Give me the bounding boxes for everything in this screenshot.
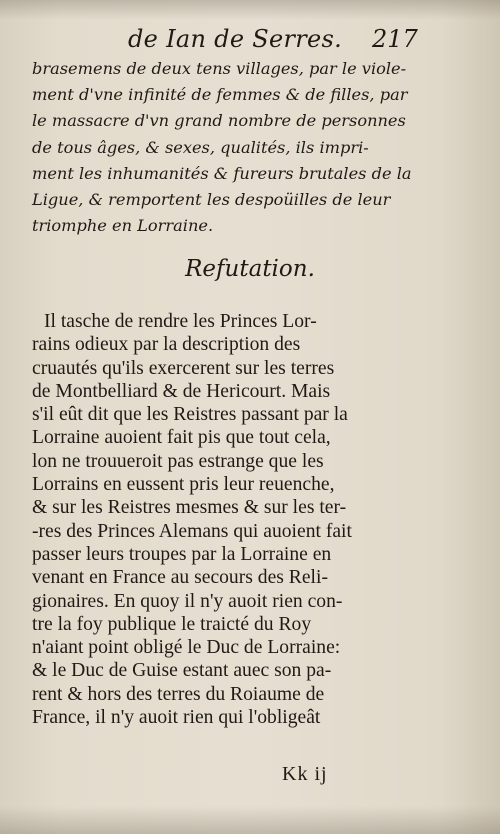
body-line: tre la foy publique le traicté du Roy	[32, 613, 312, 635]
passage-line: de tous âges, & sexes, qualités, ils impri-	[32, 137, 369, 157]
passage-line: ment les inhumanités & fureurs brutales de la	[32, 163, 412, 183]
body-line: & le Duc de Guise estant auec son pa-	[32, 660, 332, 682]
section-heading: Refutation.	[185, 256, 315, 282]
body-line: cruautés qu'ils exercerent sur les terres	[32, 357, 335, 379]
passage-line: brasemens de deux tens villages, par le viole-	[32, 59, 407, 78]
body-line: France, il n'y auoit rien qui l'obligeât	[32, 707, 321, 729]
body-line: n'aiant point obligé le Duc de Lorraine:	[32, 637, 341, 659]
body-line: rains odieux par la description des	[32, 334, 301, 356]
body-line: s'il eût dit que les Reistres passant par la	[32, 404, 348, 426]
quoted-passage	[32, 56, 472, 239]
body-line: Il tasche de rendre les Princes Lor-	[44, 311, 317, 332]
passage-line: triomphe en Lorraine.	[32, 216, 214, 236]
page-number: 217	[372, 25, 418, 53]
body-line: Lorraine auoient fait pis que tout cela,	[32, 427, 331, 449]
body-line: -res des Princes Alemans qui auoient fait	[32, 520, 352, 542]
body-line: & sur les Reistres mesmes & sur les ter-	[32, 497, 347, 519]
body-line: rent & hors des terres du Roiaume de	[32, 683, 325, 705]
passage-line: ment d'vne infinité de femmes & de filles, par	[32, 85, 408, 105]
body-line: lon ne trouueroit pas estrange que les	[32, 450, 324, 472]
page-header	[0, 24, 500, 54]
body-line: passer leurs troupes par la Lorraine en	[32, 543, 332, 565]
page-shadow-top	[0, 0, 500, 20]
body-line: de Montbelliard & de Hericourt. Mais	[32, 380, 331, 402]
body-line: gionaires. En quoy il n'y auoit rien con-	[32, 590, 343, 612]
page-shadow-bottom	[0, 806, 500, 834]
body-line: Lorrains en eussent pris leur reuenche,	[32, 474, 335, 496]
running-head: de Ian de Serres.	[128, 25, 343, 53]
signature-mark: Kk ij	[282, 763, 328, 785]
body-text	[32, 310, 478, 729]
passage-line: Ligue, & remportent les despoüilles de leur	[32, 189, 391, 209]
passage-line: le massacre d'vn grand nombre de personnes	[32, 111, 406, 131]
body-line: venant en France au secours des Reli-	[32, 567, 328, 589]
